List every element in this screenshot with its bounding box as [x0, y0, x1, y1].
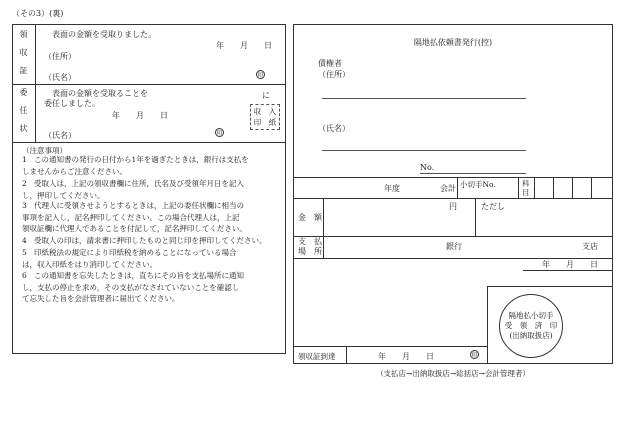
branch-label: 支店: [582, 242, 598, 251]
arrival-seal: 印: [471, 352, 478, 359]
note-continuation: 事項を記入し，記名押印してください。この場合代理人は，上記 領収証欄に代理人であることを付記して，記名押印してください。: [22, 212, 247, 233]
name-line: [322, 150, 526, 151]
pay-date: 年 月 日: [542, 260, 598, 269]
proviso-label: ただし: [481, 202, 505, 211]
note-number: 5: [22, 248, 27, 257]
note-number: 3: [22, 201, 27, 210]
number-label: No.: [420, 163, 435, 172]
note-text: 受取人の印は，請求書に押印したものと同じ印を押印してください。: [34, 236, 267, 245]
receipt-seal: 印: [257, 72, 264, 79]
note-item: [22, 178, 272, 201]
note-continuation: は，収入印紙をはり消印してください。: [22, 259, 157, 269]
routing-footer: （支払店→出納取扱店→総括店→会計管理者）: [376, 369, 530, 378]
receipt-arrival-label: 領収証到達: [298, 352, 336, 361]
delegation-ni: に: [262, 91, 270, 100]
note-text: 受取人は，上記の領収書欄に住所，氏名及び受領年月日を記入: [34, 179, 244, 188]
note-number: 6: [22, 271, 27, 280]
note-item: [22, 270, 272, 305]
subject-cell-4: [591, 177, 592, 198]
note-text: この通知書を忘失したときは，直ちにその旨を支払場所に通知: [34, 271, 244, 280]
creditor-label: 債権者: [318, 59, 342, 68]
revenue-stamp-box: 収 入 印 紙: [250, 104, 280, 130]
delegation-seal: 印: [216, 130, 223, 137]
creditor-name-label: （氏名）: [318, 124, 350, 133]
stamp-area-top: [487, 286, 613, 287]
arrival-label-divider: [346, 346, 347, 364]
note-number: 2: [22, 179, 27, 188]
delegation-name-label: （氏名）: [44, 131, 76, 140]
accounting-label: 会計: [440, 184, 456, 193]
fiscal-row-top: [293, 177, 613, 178]
number-line: [420, 173, 526, 174]
subject-cell-2: [553, 177, 554, 198]
receipt-name-label: （氏名）: [44, 73, 76, 82]
side-column-divider: [35, 24, 36, 142]
delegation-divider: [12, 142, 286, 143]
subject-cell-1: [534, 177, 535, 198]
note-text: 代理人に受領させようとするときは，上記の委任状欄に相当の: [34, 201, 244, 210]
date-underline: [523, 270, 613, 271]
receipt-side-label: 領収証: [19, 30, 28, 84]
label-column-divider: [323, 198, 324, 258]
delegation-text1: 表面の金額を受取ることを: [52, 89, 148, 98]
pay-place-row-top: [293, 236, 613, 237]
delegation-side-label: 委任状: [19, 88, 28, 142]
stamp-area-divider: [487, 286, 488, 364]
arrival-date: 年 月 日: [378, 352, 434, 361]
note-text: 印紙税法の規定により印紙税を納めることになっている場合: [34, 248, 237, 257]
note-item: [22, 247, 272, 270]
delegation-text2: 委任しました。: [44, 99, 100, 108]
subject-divider: [518, 177, 519, 198]
note-item: [22, 200, 272, 235]
amount-label: 金 額: [298, 213, 322, 222]
fiscal-year-label: 年度: [384, 184, 400, 193]
note-continuation: しませんからご注意ください。: [22, 166, 127, 176]
note-continuation: し，押印してください。: [22, 190, 105, 200]
proviso-divider: [475, 198, 476, 236]
note-item: [22, 154, 272, 177]
receipt-date: 年 月 日: [216, 41, 272, 50]
receipt-address-label: （住所）: [44, 52, 76, 61]
check-no-divider: [457, 177, 458, 198]
receipt-divider: [12, 84, 286, 85]
issue-title: 隔地払依頼書発行(控): [413, 38, 493, 47]
note-number: 1: [22, 155, 27, 164]
creditor-address-label: （住所）: [318, 70, 350, 79]
subject-cell-3: [572, 177, 573, 198]
received-stamp-text: 隔地払小切手 受 領 済 印 (出納取扱店): [504, 311, 558, 340]
check-no-label: 小切手No.: [460, 180, 496, 189]
note-continuation: し，支払の停止を求め，その支払がなされていないことを確認し て忘失した旨を会計管理者に届出てください。: [22, 282, 240, 303]
yen-label: 円: [449, 202, 457, 211]
receipt-text: 表面の金額を受取りました。: [52, 30, 156, 39]
amount-row-top: [293, 198, 613, 199]
page-label: （その3）(裏): [12, 9, 64, 18]
note-number: 4: [22, 236, 27, 245]
subject-label: 科 目: [522, 179, 537, 197]
arrival-row-top: [293, 346, 487, 347]
note-item: [22, 235, 272, 247]
delegation-date: 年 月 日: [112, 111, 168, 120]
pay-place-label: 支 払 場 所: [298, 237, 322, 256]
bank-label: 銀行: [446, 242, 462, 251]
note-text: この通知書の発行の日付から1年を過ぎたときは，銀行は支払を: [34, 155, 249, 164]
received-stamp-circle: [499, 294, 563, 358]
address-line: [322, 98, 526, 99]
notes-title: （注意事項）: [22, 146, 67, 155]
